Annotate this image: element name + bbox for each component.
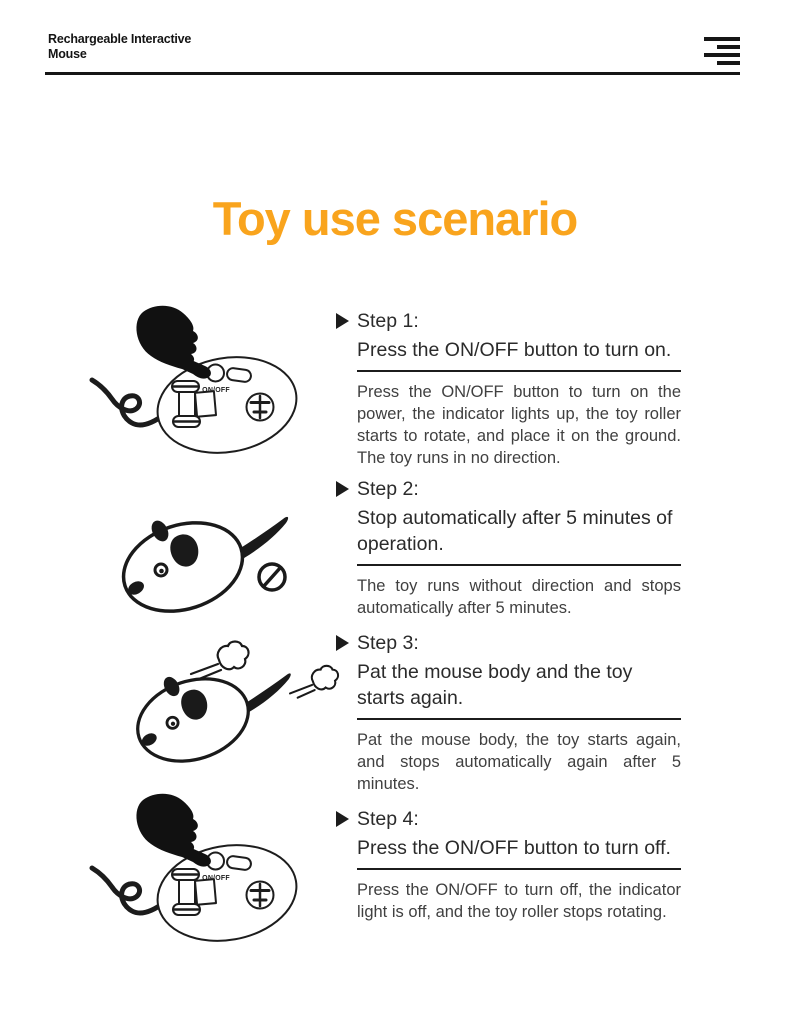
pressing-hand-icon xyxy=(136,306,210,379)
page-title: Toy use scenario xyxy=(212,192,578,246)
play-triangle-icon xyxy=(336,481,349,497)
step-body: Pat the mouse body, the toy starts again, and stops automatically again after 5 minutes. xyxy=(357,731,681,793)
play-triangle-icon xyxy=(336,635,349,651)
menu-bar xyxy=(717,61,740,65)
header-divider xyxy=(45,72,740,75)
charge-port xyxy=(226,367,251,382)
step-subtitle: Press the ON/OFF button to turn on. xyxy=(357,337,681,372)
step-subtitle: Press the ON/OFF button to turn off. xyxy=(357,835,681,870)
smoke-puff-icon xyxy=(290,666,338,698)
mouse-body xyxy=(112,508,254,625)
toy-tail xyxy=(92,380,165,425)
play-triangle-icon xyxy=(336,313,349,329)
menu-bar xyxy=(704,53,740,57)
step-3-section xyxy=(336,630,681,795)
illustration-step3-mouse-running xyxy=(78,632,340,792)
prohibition-icon xyxy=(259,564,285,590)
on-off-label: ON/OFF xyxy=(202,387,230,394)
step-label: Step 1: xyxy=(357,309,419,332)
step-4-section xyxy=(336,806,681,923)
illustration-step1-hand-press xyxy=(85,300,300,460)
product-title-line2: Mouse xyxy=(48,47,87,61)
step-body: The toy runs without direction and stops automatically after 5 minutes. xyxy=(357,577,681,617)
play-triangle-icon xyxy=(336,811,349,827)
step-subtitle: Pat the mouse body and the toy starts again. xyxy=(357,659,681,720)
step-body: Press the ON/OFF to turn off, the indicator light is off, and the toy roller stops rotating. xyxy=(357,881,681,921)
product-title-line1: Rechargeable Interactive xyxy=(48,32,192,46)
step-label: Step 2: xyxy=(357,477,419,500)
menu-bar xyxy=(704,37,740,41)
step-label: Step 4: xyxy=(357,807,419,830)
menu-bar xyxy=(717,45,740,49)
menu-lines-icon xyxy=(704,37,740,69)
screw-icon xyxy=(247,394,274,421)
illustration-step4-hand-press xyxy=(85,788,300,948)
step-label: Step 3: xyxy=(357,631,419,654)
step-subtitle: Stop automatically after 5 minutes of operation. xyxy=(357,505,681,566)
smoke-puff-icon xyxy=(191,642,249,680)
step-2-section xyxy=(336,476,681,619)
toy-roller xyxy=(195,391,216,417)
product-title xyxy=(48,32,191,62)
step-1-section xyxy=(336,308,681,469)
step-body: Press the ON/OFF button to turn on the power, the indicator lights up, the toy roller starts to rotate, and place it on the ground. The toy runs in no direction. xyxy=(357,383,681,467)
illustration-step2-mouse-stopped xyxy=(95,490,305,625)
